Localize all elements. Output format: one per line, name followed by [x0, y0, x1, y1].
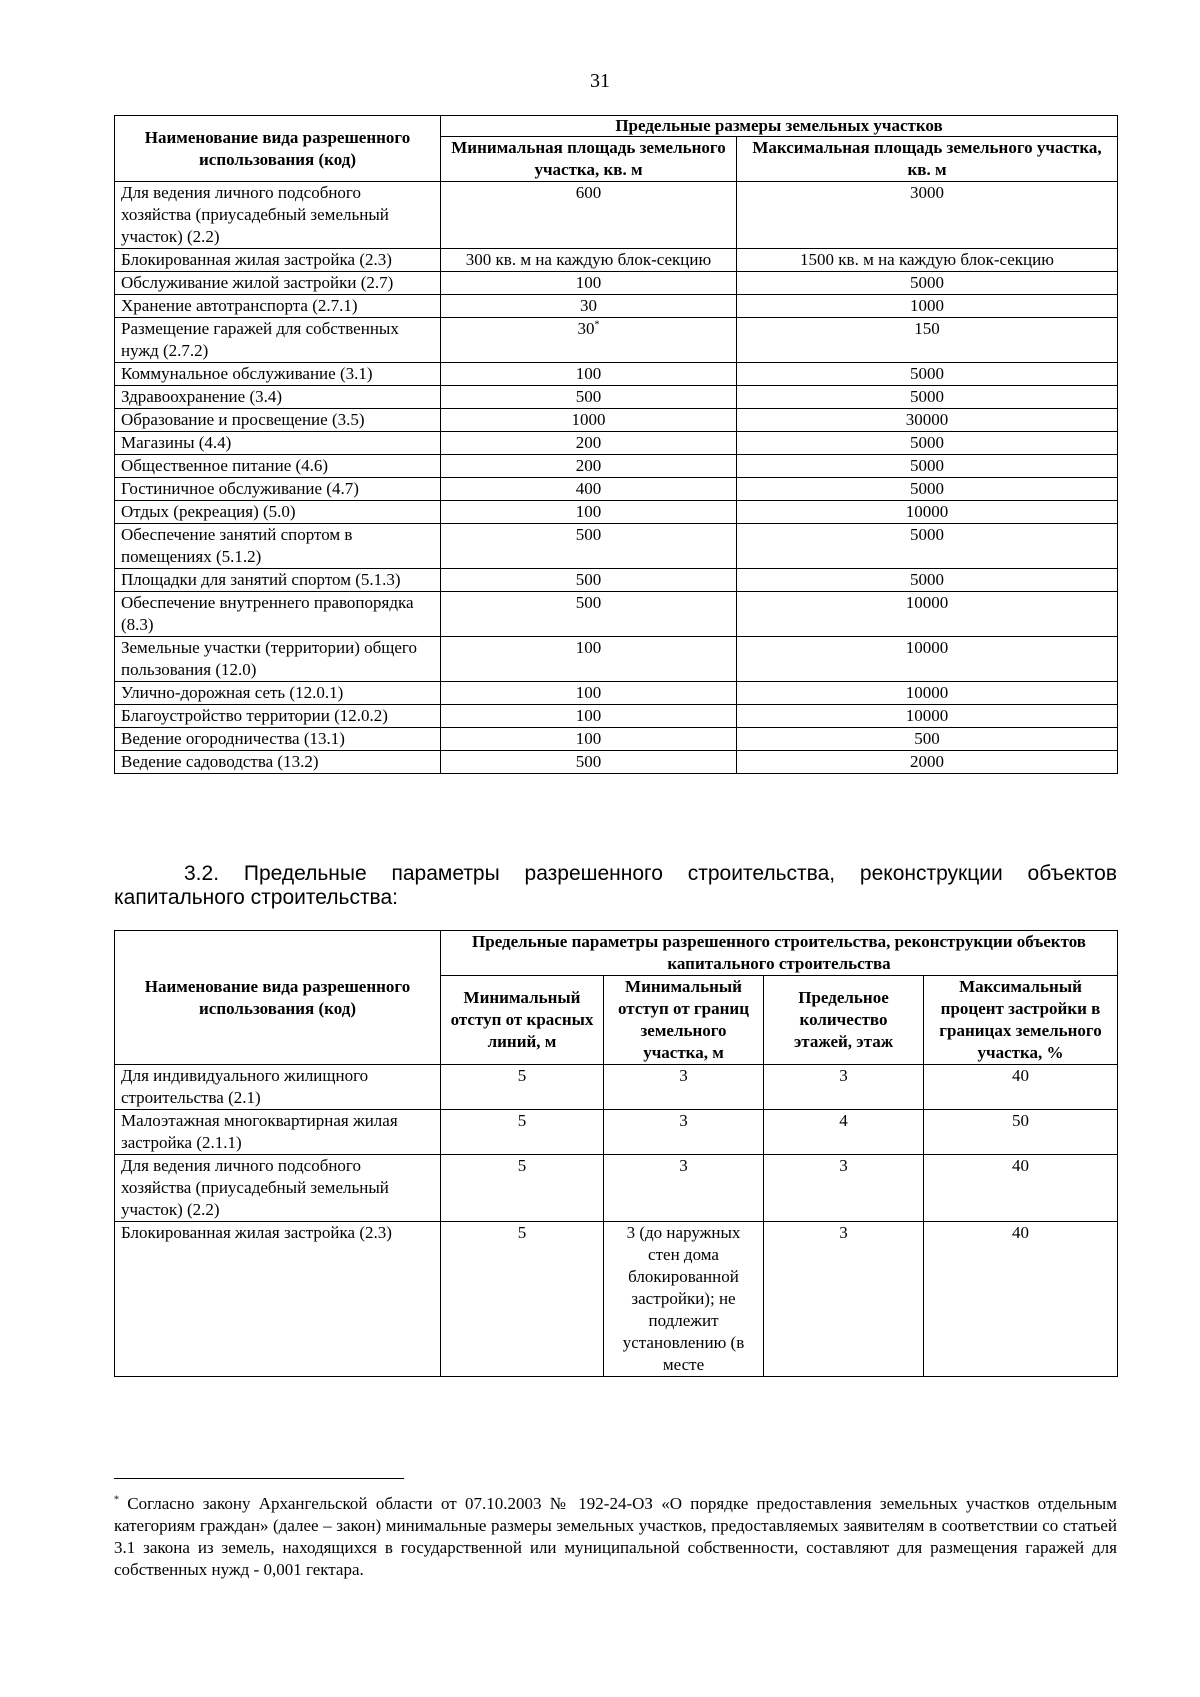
t1-cell-min	[441, 432, 737, 455]
t1-cell-name: Отдых (рекреация) (5.0)	[115, 501, 441, 524]
t1-cell-min-value: 100	[575, 706, 602, 725]
t2-row	[115, 1155, 1118, 1222]
t1-cell-min-value: 400	[575, 479, 602, 498]
t1-cell-max: 1500 кв. м на каждую блок-секцию	[737, 249, 1118, 272]
t1-cell-min	[441, 501, 737, 524]
t1-cell-max: 5000	[737, 432, 1118, 455]
t1-cell-min	[441, 569, 737, 592]
t1-cell-max: 3000	[737, 182, 1118, 249]
t1-cell-name: Блокированная жилая застройка (2.3)	[115, 249, 441, 272]
t2-cell-floors: 4	[764, 1110, 924, 1155]
t2-row	[115, 1110, 1118, 1155]
t2-cell-floors: 3	[764, 1155, 924, 1222]
t2-cell-floors: 3	[764, 1222, 924, 1377]
t1-cell-min-value: 1000	[571, 410, 606, 429]
t1-cell-max: 5000	[737, 363, 1118, 386]
t2-cell-border: 3	[604, 1065, 764, 1110]
t2-cell-border: 3 (до наружных стен дома блокированной застройки); не подлежит установлению (в месте	[604, 1222, 764, 1377]
t2-body	[115, 1065, 1118, 1377]
t1-cell-max: 10000	[737, 637, 1118, 682]
t2-cell-red: 5	[441, 1065, 604, 1110]
t1-cell-min-value: 500	[575, 570, 602, 589]
t1-cell-min	[441, 682, 737, 705]
t1-row	[115, 569, 1118, 592]
t1-row	[115, 182, 1118, 249]
footnote-separator	[114, 1478, 404, 1479]
t1-cell-name: Для ведения личного подсобного хозяйства (приусадебный земельный участок) (2.2)	[115, 182, 441, 249]
t1-cell-max: 10000	[737, 682, 1118, 705]
t1-cell-min-value: 100	[575, 638, 602, 657]
t1-cell-name: Размещение гаражей для собственных нужд (2.7.2)	[115, 318, 441, 363]
t1-cell-name: Обеспечение занятий спортом в помещениях (5.1.2)	[115, 524, 441, 569]
t1-cell-min	[441, 705, 737, 728]
t1-cell-min-value: 30	[580, 296, 597, 315]
t1-cell-name: Земельные участки (территории) общего пользования (12.0)	[115, 637, 441, 682]
t1-row	[115, 728, 1118, 751]
t1-cell-min	[441, 182, 737, 249]
t1-cell-min	[441, 363, 737, 386]
t2-row	[115, 1065, 1118, 1110]
t1-header-group: Предельные размеры земельных участков	[441, 116, 1118, 137]
t1-cell-max: 5000	[737, 386, 1118, 409]
t1-cell-min	[441, 478, 737, 501]
t1-cell-min-value: 100	[575, 683, 602, 702]
construction-params-table	[114, 930, 1118, 1377]
t1-cell-max: 150	[737, 318, 1118, 363]
t1-cell-min-value: 300 кв. м на каждую блок-секцию	[465, 250, 712, 269]
t1-cell-min-value: 200	[575, 433, 602, 452]
t1-cell-max: 5000	[737, 455, 1118, 478]
t1-cell-max: 1000	[737, 295, 1118, 318]
t1-row	[115, 249, 1118, 272]
t1-cell-min	[441, 524, 737, 569]
t1-cell-name: Ведение огородничества (13.1)	[115, 728, 441, 751]
t1-row	[115, 363, 1118, 386]
t1-cell-min	[441, 637, 737, 682]
t2-cell-border: 3	[604, 1155, 764, 1222]
t1-cell-min-value: 100	[575, 273, 602, 292]
t1-cell-name: Улично-дорожная сеть (12.0.1)	[115, 682, 441, 705]
t1-cell-min	[441, 455, 737, 478]
t2-cell-percent: 40	[924, 1222, 1118, 1377]
t1-cell-min-value: 500	[575, 752, 602, 771]
t1-cell-max: 30000	[737, 409, 1118, 432]
t1-cell-max: 10000	[737, 705, 1118, 728]
t1-cell-max: 5000	[737, 272, 1118, 295]
t2-cell-percent: 40	[924, 1155, 1118, 1222]
t1-cell-name: Общественное питание (4.6)	[115, 455, 441, 478]
t1-cell-min	[441, 751, 737, 774]
t2-col-borders: Минимальный отступ от границ земельного участка, м	[604, 976, 764, 1065]
t1-cell-min	[441, 318, 737, 363]
footnote	[114, 1493, 1117, 1581]
t1-cell-min	[441, 272, 737, 295]
t1-row	[115, 318, 1118, 363]
t1-cell-name: Коммунальное обслуживание (3.1)	[115, 363, 441, 386]
t1-cell-min	[441, 728, 737, 751]
t1-row	[115, 524, 1118, 569]
t1-cell-min	[441, 592, 737, 637]
t2-cell-percent: 50	[924, 1110, 1118, 1155]
footnote-mark: *	[114, 1494, 119, 1506]
t1-cell-max: 5000	[737, 478, 1118, 501]
footnote-text: Согласно закону Архангельской области от 07.10.2003 № 192-24-ОЗ «О порядке предоставления земельных участков отдельным категориям граждан» (далее – закон) минимальные размеры земельных участков, предоставляемых заявителям в соответствии со статьей 3.1 закона из земель, находящихся в государственной или муниципальной собственности, составляют для размещения гаражей для собственных нужд - 0,001 гектара.	[114, 1494, 1117, 1579]
t1-cell-name: Благоустройство территории (12.0.2)	[115, 705, 441, 728]
t1-row	[115, 592, 1118, 637]
t2-cell-red: 5	[441, 1110, 604, 1155]
t1-cell-max: 2000	[737, 751, 1118, 774]
t2-cell-floors: 3	[764, 1065, 924, 1110]
t2-cell-name: Для индивидуального жилищного строительства (2.1)	[115, 1065, 441, 1110]
t1-cell-max: 500	[737, 728, 1118, 751]
t1-cell-min	[441, 409, 737, 432]
t1-cell-name: Магазины (4.4)	[115, 432, 441, 455]
t1-row	[115, 272, 1118, 295]
t1-row	[115, 409, 1118, 432]
t1-cell-name: Обеспечение внутреннего правопорядка (8.3)	[115, 592, 441, 637]
t1-cell-min-value: 100	[575, 364, 602, 383]
t1-row	[115, 705, 1118, 728]
t1-row	[115, 455, 1118, 478]
page-number: 31	[590, 70, 610, 92]
t2-cell-name: Блокированная жилая застройка (2.3)	[115, 1222, 441, 1377]
t1-row	[115, 295, 1118, 318]
t2-col-percent: Максимальный процент застройки в границах земельного участка, %	[924, 976, 1118, 1065]
t1-row	[115, 501, 1118, 524]
t1-cell-max: 10000	[737, 501, 1118, 524]
t1-cell-min-value: 100	[575, 502, 602, 521]
t2-cell-red: 5	[441, 1222, 604, 1377]
t1-header-max: Максимальная площадь земельного участка, кв. м	[737, 137, 1118, 182]
t1-header-name: Наименование вида разрешенного использования (код)	[115, 116, 441, 182]
t1-cell-min-value: 500	[575, 593, 602, 612]
t1-row	[115, 637, 1118, 682]
t1-cell-min-value: 100	[575, 729, 602, 748]
t2-header-name: Наименование вида разрешенного использования (код)	[115, 931, 441, 1065]
t1-cell-min	[441, 295, 737, 318]
t1-row	[115, 478, 1118, 501]
t1-cell-min-mark: *	[594, 319, 600, 331]
t1-cell-name: Площадки для занятий спортом (5.1.3)	[115, 569, 441, 592]
t1-row	[115, 386, 1118, 409]
t2-header-group: Предельные параметры разрешенного строительства, реконструкции объектов капитального строительства	[441, 931, 1118, 976]
t2-col-red-lines: Минимальный отступ от красных линий, м	[441, 976, 604, 1065]
t1-cell-min	[441, 386, 737, 409]
t2-cell-border: 3	[604, 1110, 764, 1155]
t1-cell-max: 5000	[737, 524, 1118, 569]
t1-cell-name: Здравоохранение (3.4)	[115, 386, 441, 409]
t1-cell-min	[441, 249, 737, 272]
t2-cell-red: 5	[441, 1155, 604, 1222]
t1-cell-name: Гостиничное обслуживание (4.7)	[115, 478, 441, 501]
t1-cell-name: Обслуживание жилой застройки (2.7)	[115, 272, 441, 295]
t1-cell-max: 5000	[737, 569, 1118, 592]
land-plot-size-table	[114, 115, 1118, 774]
t2-row	[115, 1222, 1118, 1377]
t2-cell-name: Малоэтажная многоквартирная жилая застройка (2.1.1)	[115, 1110, 441, 1155]
t1-row	[115, 751, 1118, 774]
t2-cell-percent: 40	[924, 1065, 1118, 1110]
t1-body	[115, 182, 1118, 774]
t1-cell-min-value: 500	[575, 525, 602, 544]
t2-col-floors: Предельное количество этажей, этаж	[764, 976, 924, 1065]
t1-cell-max: 10000	[737, 592, 1118, 637]
t1-row	[115, 432, 1118, 455]
t1-cell-min-value: 30	[577, 319, 595, 338]
t1-cell-name: Ведение садоводства (13.2)	[115, 751, 441, 774]
t1-cell-min-value: 500	[575, 387, 602, 406]
t1-header-min: Минимальная площадь земельного участка, кв. м	[441, 137, 737, 182]
section-3-2-text: 3.2. Предельные параметры разрешенного строительства, реконструкции объектов капитального строительства:	[114, 862, 1117, 909]
t1-cell-min-value: 200	[575, 456, 602, 475]
t1-cell-name: Хранение автотранспорта (2.7.1)	[115, 295, 441, 318]
t2-cell-name: Для ведения личного подсобного хозяйства (приусадебный земельный участок) (2.2)	[115, 1155, 441, 1222]
t1-row	[115, 682, 1118, 705]
t1-cell-name: Образование и просвещение (3.5)	[115, 409, 441, 432]
t1-cell-min-value: 600	[575, 183, 602, 202]
